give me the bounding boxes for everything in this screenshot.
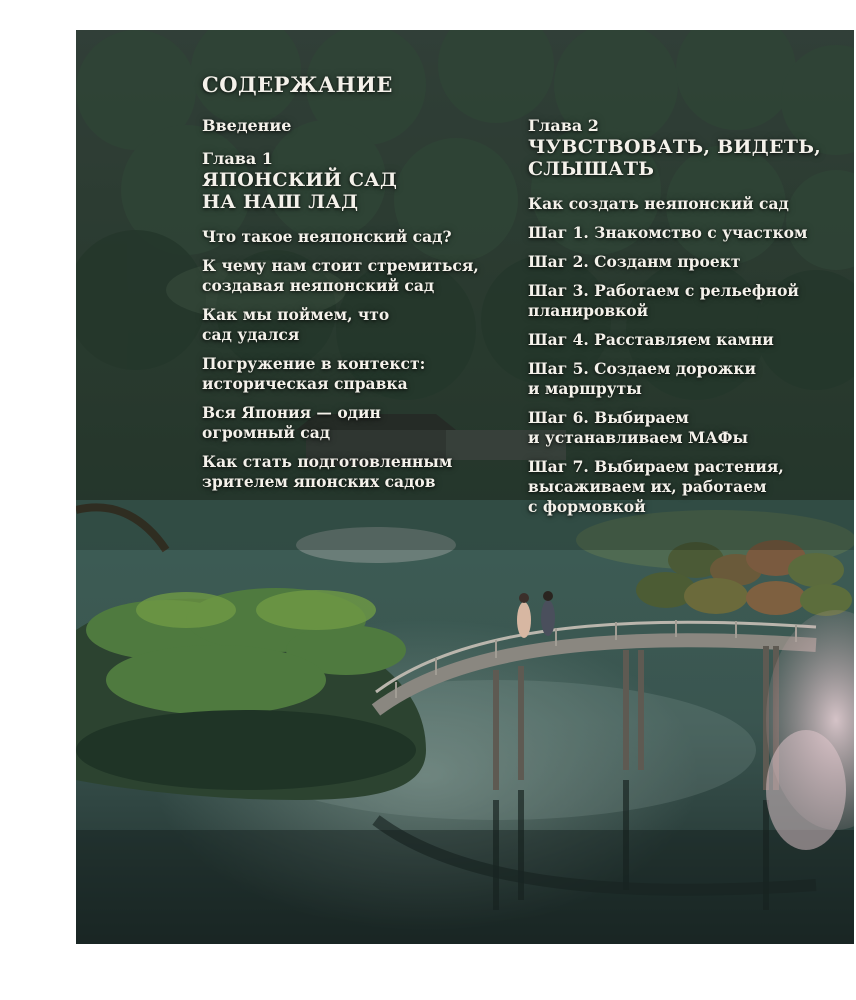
toc-entry — [202, 452, 502, 492]
toc-entry-line: с формовкой — [528, 497, 646, 516]
toc-entry-line: историческая справка — [202, 374, 408, 393]
toc-entry-line: Как мы поймем, что — [202, 305, 390, 324]
toc-entry — [202, 403, 502, 443]
toc-entry — [202, 227, 502, 247]
toc-entry-line: К чему нам стоит стремиться, — [202, 256, 479, 275]
toc-entry-line: Шаг 3. Работаем с рельефной — [528, 281, 799, 300]
toc-entry — [528, 359, 848, 399]
toc-right-column — [528, 116, 848, 526]
toc-entry-line: Шаг 6. Выбираем — [528, 408, 689, 427]
toc-entry — [202, 256, 502, 296]
toc-title: СОДЕРЖАНИЕ — [202, 72, 393, 97]
toc-entry — [528, 281, 848, 321]
toc-entry-line: Как стать подготовленным — [202, 452, 453, 471]
toc-entry — [202, 354, 502, 394]
toc-entry-line: огромный сад — [202, 423, 331, 442]
toc-entry-line: Как создать неяпонский сад — [528, 194, 789, 213]
toc-entry-line: Шаг 5. Создаем дорожки — [528, 359, 757, 378]
toc-entry-line: Шаг 2. Созданм проект — [528, 252, 741, 271]
toc-entry-line: Вся Япония — один — [202, 403, 381, 422]
toc-entry-line: и устанавливаем МАФы — [528, 428, 749, 447]
toc-entry-line: Шаг 4. Расставляем камни — [528, 330, 774, 349]
toc-entry — [528, 457, 848, 517]
toc-entry-line: Что такое неяпонский сад? — [202, 227, 452, 246]
toc-entry-line: Шаг 1. Знакомство с участком — [528, 223, 808, 242]
toc-entry — [528, 194, 848, 214]
toc-entry — [528, 408, 848, 448]
toc-entry-line: сад удался — [202, 325, 300, 344]
chapter-1-number: Глава 1 — [202, 149, 273, 168]
toc-entry — [528, 330, 848, 350]
toc-intro: Введение — [202, 116, 292, 135]
toc-entry-line: и маршруты — [528, 379, 642, 398]
toc-entry-line: планировкой — [528, 301, 649, 320]
toc-entry-line: Погружение в контекст: — [202, 354, 426, 373]
chapter-1-title-line: ЯПОНСКИЙ САД — [202, 169, 398, 191]
toc-left-column — [202, 116, 502, 501]
chapter-1-title-line: НА НАШ ЛАД — [202, 191, 359, 213]
toc-entry — [528, 223, 848, 243]
toc-entry-line: высаживаем их, работаем — [528, 477, 767, 496]
chapter-2-title — [528, 136, 848, 180]
garden-photo — [76, 30, 854, 944]
toc-entry-line: зрителем японских садов — [202, 472, 436, 491]
chapter-1-title — [202, 169, 502, 213]
toc-entry — [202, 305, 502, 345]
chapter-2-title-line: СЛЫШАТЬ — [528, 158, 655, 180]
toc-entry-line: Шаг 7. Выбираем растения, — [528, 457, 784, 476]
toc-entry — [528, 252, 848, 272]
chapter-2-title-line: ЧУВСТВОВАТЬ, ВИДЕТЬ, — [528, 136, 822, 158]
toc-entry-line: создавая неяпонский сад — [202, 276, 435, 295]
chapter-2-number: Глава 2 — [528, 116, 599, 135]
